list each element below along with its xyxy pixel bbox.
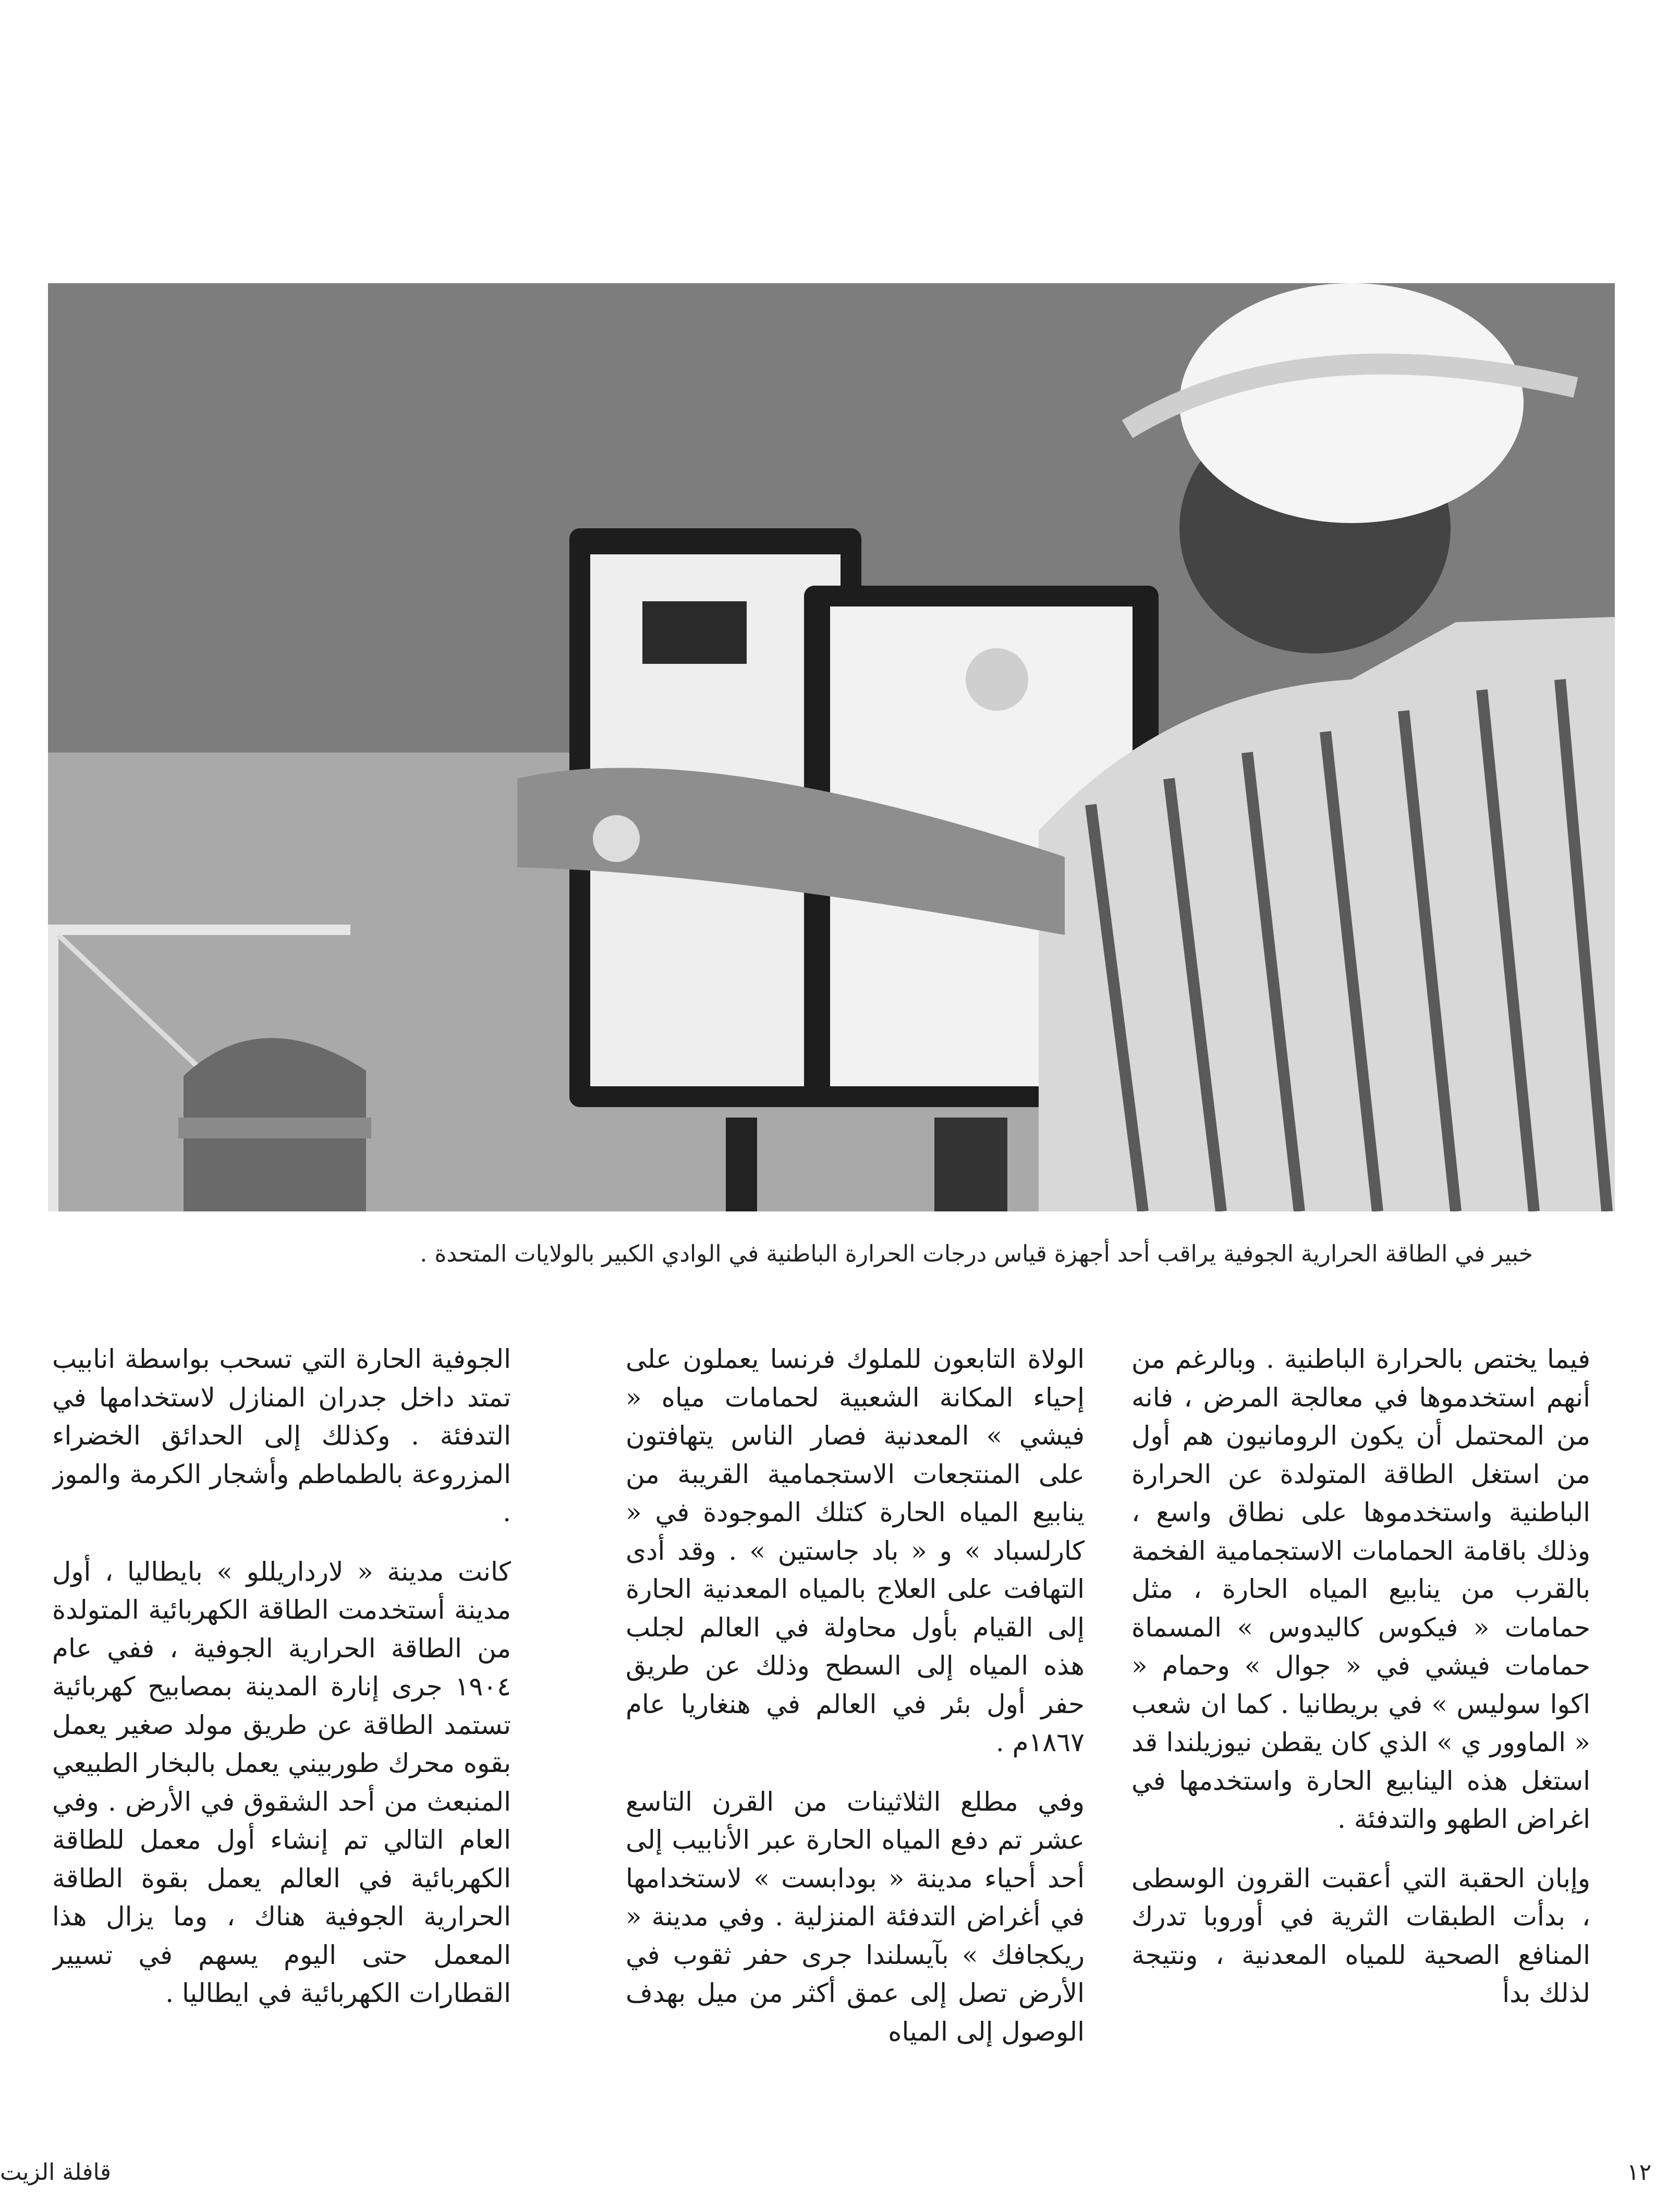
paragraph: فيما يختص بالحرارة الباطنية . وبالرغم من أنهم استخدموها في معالجة المرض ، فانه من المحتمل أن يكون الرومانيون هم أول من استغل الطاقة المتولدة عن الحرارة الباطنية واستخدموها على نطاق واسع ، وذلك باقامة الحمامات الاستجمامية الفخمة بالقرب من ينابيع المياه الحارة ، مثل حمامات « فيكوس كاليدوس » المسماة حمامات فيشي في « جوال » وحمام « اكوا سوليس » في بريطانيا . كما ان شعب « الماوور ي » الذي كان يقطن نيوزيلندا قد استغل هذه الينابيع الحارة واستخدمها في اغراض الطهو والتدفئة . bbox=[1131, 1344, 1590, 1834]
article-photo bbox=[48, 283, 1615, 1211]
text-column-left bbox=[52, 1340, 511, 2117]
paragraph: وفي مطلع الثلاثينات من القرن التاسع عشر تم دفع المياه الحارة عبر الأنابيب إلى أحد أحياء مدينة « بودابست » لاستخدامها في أغراض التدفئة المنزلية . وفي مدينة « ريكجافك » بآيسلندا جرى حفر ثقوب في الأرض تصل إلى عمق أكثر من ميل بهدف الوصول إلى المياه bbox=[626, 1786, 1085, 2047]
magazine-name: قافلة الزيت bbox=[0, 2159, 111, 2186]
page-number: ١٢ bbox=[1627, 2159, 1652, 2186]
text-column-middle bbox=[626, 1340, 1085, 2117]
photo-expert-reading-instrument-icon bbox=[48, 283, 1615, 1211]
paragraph: كانت مدينة « لارداريللو » بايطاليا ، أول مدينة أستخدمت الطاقة الكهربائية المتولدة من الطاقة الحرارية الجوفية ، ففي عام ١٩٠٤ جرى إنارة المدينة بمصابيح كهربائية تستمد الطاقة عن طريق مولد صغير يعمل بقوه محرك طوربيني يعمل بالبخار الطبيعي المنبعث من أحد الشقوق في الأرض . وفي العام التالي تم إنشاء أول معمل للطاقة الكهربائية في العالم يعمل بقوة الطاقة الحرارية الجوفية هناك ، وما يزال هذا المعمل حتى اليوم يسهم في تسيير القطارات الكهربائية في ايطاليا . bbox=[52, 1556, 511, 2008]
paragraph: الجوفية الحارة التي تسحب بواسطة انابيب تمتد داخل جدران المنازل لاستخدامها في التدفئة . وكذلك إلى الحدائق الخضراء المزروعة بالطماطم وأشجار الكرمة والموز . bbox=[52, 1344, 511, 1527]
text-column-right bbox=[1131, 1340, 1590, 2117]
paragraph: الولاة التابعون للملوك فرنسا يعملون على إحياء المكانة الشعبية لحمامات مياه « فيشي » المعدنية فصار الناس يتهافتون على المنتجعات الاستجمامية القريبة من ينابيع المياه الحارة كتلك الموجودة في « كارلسباد » و « باد جاستين » . وقد أدى التهافت على العلاج بالمياه المعدنية الحارة إلى القيام بأول محاولة في العالم لجلب هذه المياه إلى السطح وذلك عن طريق حفر أول بئر في العالم في هنغاريا عام ١٨٦٧م . bbox=[626, 1344, 1085, 1757]
photo-caption: خبير في الطاقة الحرارية الجوفية يراقب أحد أجهزة قياس درجات الحرارة الباطنية في الوادي الكبير بالولايات المتحدة . bbox=[420, 1241, 1533, 1267]
paragraph: وإبان الحقبة التي أعقبت القرون الوسطى ، بدأت الطبقات الثرية في أوروبا تدرك المنافع الصحية للمياه المعدنية ، ونتيجة لذلك بدأ bbox=[1131, 1863, 1590, 2008]
